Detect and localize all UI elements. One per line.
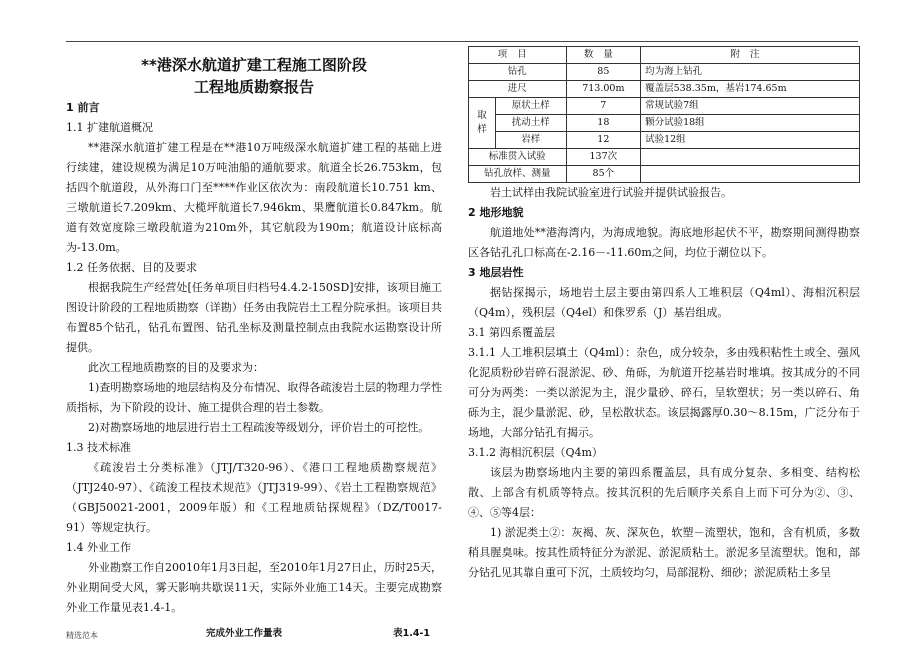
header-rule: [66, 41, 858, 42]
report-title-line2: 工程地质勘察报告: [193, 78, 314, 96]
table-header-row: [469, 47, 860, 64]
right-paragraph: 3.1.2 海相沉积层（Q4m）: [468, 446, 603, 459]
row-note: 均为海上钻孔: [641, 64, 860, 81]
header-note: 附注: [641, 47, 860, 64]
left-body: [66, 98, 442, 618]
row-note: 颗分试验18组: [641, 115, 860, 132]
right-body: [468, 183, 860, 583]
row-note: [641, 166, 860, 183]
row-qty: 713.00m: [566, 81, 641, 98]
table-number: 表1.4-1: [393, 628, 430, 639]
right-paragraph: 1) 淤泥类土②：灰褐、灰、深灰色，软塑－流塑状，饱和，含有机质，多数稍具腥臭味。按其性质特征分为淤泥、淤泥质粘土。淤泥多呈流塑状。饱和，部分钻孔见其靠自重可下沉，土质较均匀，局部混粉、细砂；淤泥质粘土多呈: [468, 526, 860, 579]
footer-label: 精选范本: [66, 631, 98, 640]
row-note: 试验12组: [641, 132, 860, 149]
row-note: 常规试验7组: [641, 98, 860, 115]
row-qty: 12: [566, 132, 641, 149]
table-row: [469, 149, 860, 166]
table-row: [469, 115, 860, 132]
left-column: [66, 46, 442, 644]
left-paragraph: 2)对勘察场地的地层进行岩土工程疏浚等级划分，评价岩土的可挖性。: [88, 421, 430, 434]
table-row: [469, 64, 860, 81]
row-label: 钻孔放样、测量: [469, 166, 567, 183]
left-paragraph: 1.1 扩建航道概况: [66, 121, 153, 134]
right-paragraph: 岩土试样由我院试验室进行试验并提供试验报告。: [490, 186, 732, 199]
row-label: 进尺: [469, 81, 567, 98]
right-paragraph: 3.1.1 人工堆积层填土（Q4ml）：杂色，成分较杂，多由残积粘性土或全、强风化泥质粉砂岩碎石混淤泥、砂、角砾，为航道开挖基岩时堆填。按其成分的不同可分为两类：一类以淤泥为主，混少量砂、碎石，呈软塑状；另一类以碎石、角砾为主，混少量淤泥、砂，呈松散状态。该层揭露厚0.30～8.15m，广泛分布于场地，大部分钻孔有揭示。: [468, 346, 860, 439]
left-paragraph: 1.4 外业工作: [66, 541, 131, 554]
row-label: 原状土样: [496, 98, 567, 115]
header-qty: 数量: [566, 47, 641, 64]
left-paragraph: 1.3 技术标准: [66, 441, 131, 454]
table-row: [469, 81, 860, 98]
table-caption: [66, 624, 442, 644]
work-quantity-table: [468, 46, 860, 183]
right-paragraph: 3 地层岩性: [468, 266, 524, 279]
row-label: 钻孔: [469, 64, 567, 81]
row-qty: 85个: [566, 166, 641, 183]
sampling-label: 取样: [469, 98, 496, 149]
row-label: 扰动土样: [496, 115, 567, 132]
left-paragraph: 外业勘察工作自20010年1月3日起，至2010年1月27日止，历时25天，外业期间受大风，雾天影响共歇误11天，实际外业施工14天。主要完成勘察外业工作量见表1.4-1。: [66, 561, 442, 614]
row-qty: 18: [566, 115, 641, 132]
table-row: [469, 98, 860, 115]
left-paragraph: 根据我院生产经营处[任务单项目归档号4.4.2-150SD]安排，该项目施工图设计阶段的工程地质勘察（详勘）任务由我院岩土工程分院承担。该项目共布置85个钻孔，钻孔布置图、钻孔坐标及测量控制点由我院水运勘察设计所提供。: [66, 281, 442, 354]
row-label: 标准贯入试验: [469, 149, 567, 166]
row-label: 岩样: [496, 132, 567, 149]
right-paragraph: 3.1 第四系覆盖层: [468, 326, 555, 339]
left-paragraph: 1)查明勘察场地的地层结构及分布情况、取得各疏浚岩土层的物理力学性质指标，为下阶段的设计、施工提供合理的岩土参数。: [66, 381, 442, 414]
right-paragraph: 航道地处**港海湾内，为海成地貌。海底地形起伏不平，勘察期间测得勘察区各钻孔孔口标高在-2.16－-11.60m之间，均位于潮位以下。: [468, 226, 860, 259]
right-paragraph: 据钻探揭示，场地岩土层主要由第四系人工堆积层（Q4ml）、海相沉积层（Q4m），残积层（Q4el）和侏罗系（J）基岩组成。: [468, 286, 860, 319]
table-row: [469, 132, 860, 149]
report-title-line1: **港深水航道扩建工程施工图阶段: [141, 56, 367, 74]
row-qty: 85: [566, 64, 641, 81]
left-paragraph: 此次工程地质勘察的目的及要求为：: [88, 361, 264, 374]
right-column: [468, 46, 860, 583]
table-caption-text: 完成外业工作量表: [206, 628, 283, 639]
row-qty: 137次: [566, 149, 641, 166]
right-paragraph: 该层为勘察场地内主要的第四系覆盖层，具有成分复杂、多相变、结构松散、上部含有机质等特点。按其沉积的先后顺序关系自上而下可分为②、③、④、⑤等4层：: [468, 466, 860, 519]
table-row: [469, 166, 860, 183]
left-paragraph: 《疏浚岩土分类标准》（JTJ/T320-96）、《港口工程地质勘察规范》（JTJ240-97）、《疏浚工程技术规范》（JTJ319-99）、《岩土工程勘察规范》（GBJ50021-2001，2009年版）和《工程地质钻探规程》（DZ/T0017-91）等规定执行。: [66, 461, 442, 534]
row-note: [641, 149, 860, 166]
right-paragraph: 2 地形地貌: [468, 206, 524, 219]
row-note: 覆盖层538.35m，基岩174.65m: [641, 81, 860, 98]
left-paragraph: 1.2 任务依据、目的及要求: [66, 261, 197, 274]
header-item: 项目: [469, 47, 567, 64]
left-paragraph: 1 前言: [66, 101, 100, 114]
left-paragraph: **港深水航道扩建工程是在**港10万吨级深水航道扩建工程的基础上进行续建，建设规模为满足10万吨油船的通航要求。航道全长26.753km，包括四个航道段，从外海口门至****作业区依次为：南段航道长10.751 km、三墩航道长7.209km、大榄坪航道长7.946km、果鹰航道长0.847km。航道有效宽度除三墩段航道为210m外，其它航段为190m；航道设计底标高为-13.0m。: [66, 141, 442, 254]
row-qty: 7: [566, 98, 641, 115]
